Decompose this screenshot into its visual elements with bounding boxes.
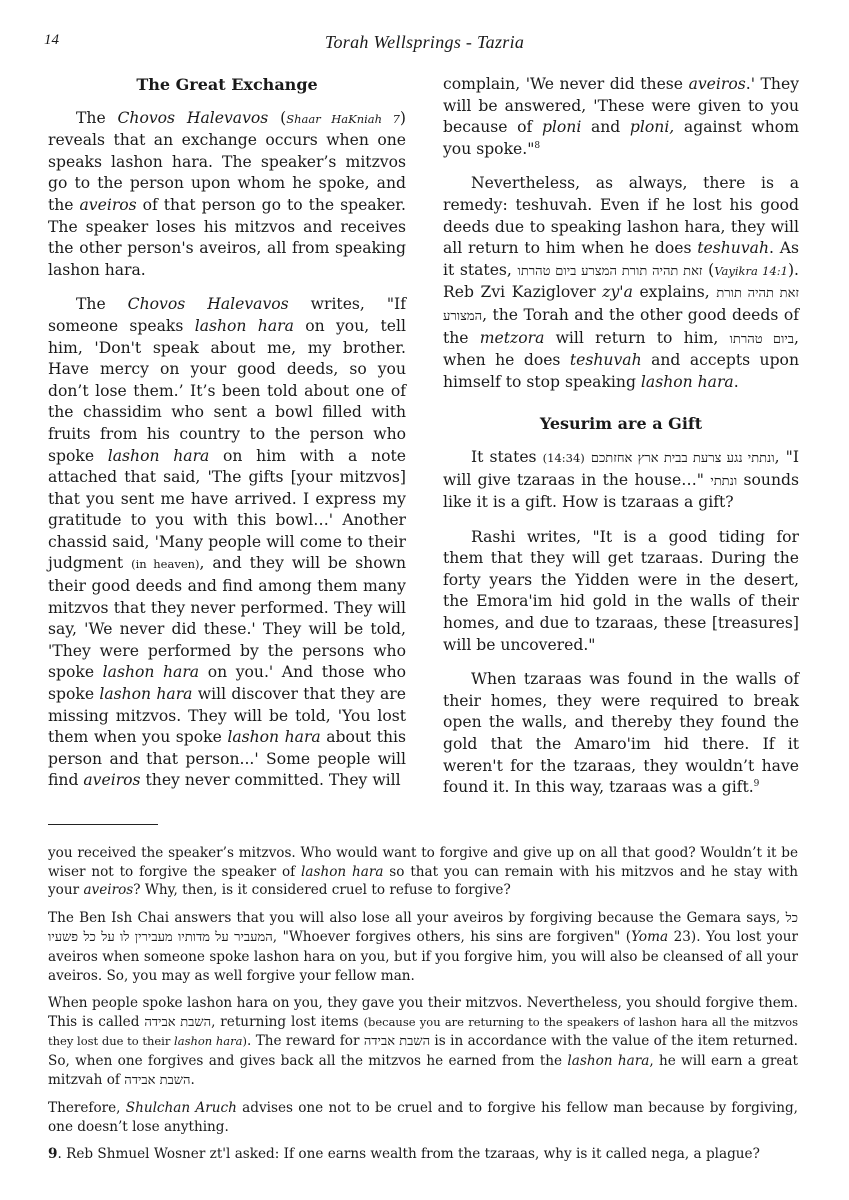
paragraph: Nevertheless, as always, there is a remedy: teshuvah. Even if he lost his good deeds due to speaking lashon hara, they will all return to him when he does teshuvah. As it states, זאת תהיה תורת המצרע ביום טהרתו (Vayikra 14:1). Reb Zvi Kaziglover zy'a explains, זאת תהיה תורת המצורע, the Torah and the other good deeds of the metzora will return to him, ביום טהרתו, when he does teshuvah and accepts upon himself to stop speaking lashon hara. xyxy=(443,174,800,391)
footnote-paragraph: you received the speaker’s mitzvos. Who would want to forgive and give up on all that good? Wouldn’t it be wiser not to forgive the speaker of lashon hara so that you can remain with his mitzvos and he stay with your aveiros? Why, then, is it considered cruel to refuse to forgive? xyxy=(48,845,799,899)
footnote-paragraph: Therefore, Shulchan Aruch advises one not to be cruel and to forgive his fellow man because by forgiving, one doesn’t lose anything. xyxy=(48,1100,798,1135)
footnote-ref: 8 xyxy=(534,140,541,151)
footnote-9: 9. Reb Shmuel Wosner zt'l asked: If one earns wealth from the tzaraas, why is it called nega, a plague? xyxy=(48,1146,760,1163)
right-column xyxy=(443,74,799,812)
paragraph: It states (14:34) ונתתי נגע צרעת בבית ארץ אחזתכם, "I will give tzaraas in the house…" ונתתי sounds like it is a gift. How is tzaraas a gift? xyxy=(443,447,799,512)
footnote-paragraph: The Ben Ish Chai answers that you will also lose all your aveiros by forgiving because the Gemara says, כל המעביר על מדותיו מעבירין לו על כל פשעיו, "Whoever forgives others, his sins are forgiven" (Yoma 23). You lost your aveiros when someone spoke lashon hara on you, but if you forgive him, you will also be cleansed of all your aveiros. So, you may as well forgive your fellow man. xyxy=(48,909,798,984)
paragraph: The Chovos Halevavos writes, "If someone speaks lashon hara on you, tell him, 'Don't speak about me, my brother. Have mercy on your good deeds, so you don’t lose them.’ It’s been told about one of the chassidim who sent a bowl filled with fruits from his country to the person who spoke lashon hara on him with a note attached that said, 'The gifts [your mitzvos] that you sent me have arrived. I express my gratitude to you with this bowl…' Another chassid said, 'Many people will come to their judgment (in heaven), and they will be shown their good deeds and find among them many mitzvos that they never performed. They will say, 'We never did these.' They will be told, 'They were performed by the persons who spoke lashon hara on you.' And those who spoke lashon hara will discover that they are missing mitzvos. They will be told, 'You lost them when you spoke lashon hara about this person and that person...' Some people will find aveiros they never committed. They will xyxy=(48,295,406,790)
footnote-paragraph: When people spoke lashon hara on you, they gave you their mitzvos. Nevertheless, you should forgive them. This is called השבת אבידה, returning lost items (because you are returning to the speakers of lashon hara all the mitzvos they lost due to their lashon hara). The reward for השבת אבידה is in accordance with the value of the item returned. So, when one forgives and gives back all the mitzvos he earned from the lashon hara, he will earn a great mitzvah of השבת אבידה. xyxy=(48,995,799,1088)
section-heading-yesurim-gift: Yesurim are a Gift xyxy=(539,414,703,434)
page-header xyxy=(40,32,809,56)
section-heading-great-exchange: The Great Exchange xyxy=(136,75,318,94)
page-number: 14 xyxy=(44,32,59,48)
footnotes xyxy=(48,844,798,1173)
running-title: Torah Wellsprings - Tazria xyxy=(324,32,525,52)
left-column xyxy=(48,74,406,805)
paragraph: The Chovos Halevavos (Shaar HaKniah 7) reveals that an exchange occurs when one speaks lashon hara. The speaker’s mitzvos go to the person upon whom he spoke, and the aveiros of that person go to the speaker. The speaker loses his mitzvos and receives the other person's aveiros, all from speaking lashon hara. xyxy=(48,108,407,279)
footnote-ref: 9 xyxy=(753,779,760,790)
footnote-divider xyxy=(48,824,158,825)
paragraph: When tzaraas was found in the walls of their homes, they were required to break open the walls, and thereby they found the gold that the Amaro'im hid there. If it weren't for the tzaraas, they wouldn’t have found it. In this way, tzaraas was a gift.$^9$ xyxy=(443,670,799,797)
paragraph: complain, 'We never did these aveiros.' They will be answered, 'These were given to you because of ploni and ploni, against whom you spoke."$^8$ xyxy=(443,75,800,158)
footnote-number: 9 xyxy=(48,1146,58,1163)
paragraph: Rashi writes, "It is a good tiding for them that they will get tzaraas. During the forty years the Yidden were in the desert, the Emora'im hid gold in the walls of their homes, and due to tzaraas, these [treasures] will be uncovered." xyxy=(443,527,799,654)
